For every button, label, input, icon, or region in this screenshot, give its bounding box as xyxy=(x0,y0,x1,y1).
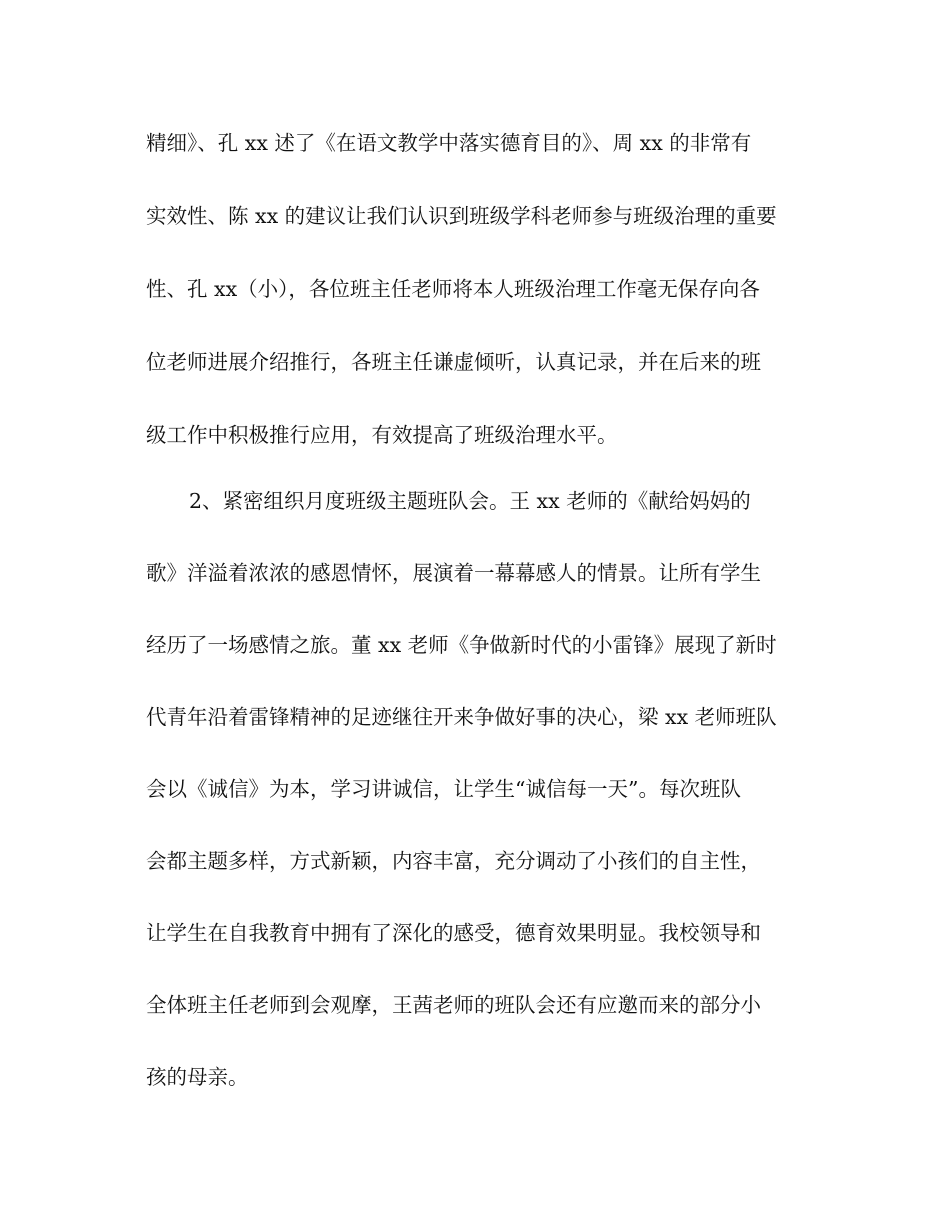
paragraph-1-line-4: 位老师进展介绍推行，各班主任谦虚倾听，认真记录，并在后来的班 xyxy=(146,350,761,374)
paragraph-2-line-6: 会都主题多样，方式新颖，内容丰富，充分调动了小孩们的自主性， xyxy=(146,849,761,873)
paragraph-2-line-4: 代青年沿着雷锋精神的足迹继往开来争做好事的决心，梁 xx 老师班队 xyxy=(146,705,777,729)
paragraph-2-line-1: 2、紧密组织月度班级主题班队会。王 xx 老师的《献给妈妈的 xyxy=(189,489,751,513)
paragraph-2-line-8: 全体班主任老师到会观摩，王茜老师的班队会还有应邀而来的部分小 xyxy=(146,993,761,1017)
paragraph-1-line-3: 性、孔 xx（小），各位班主任老师将本人班级治理工作毫无保存向各 xyxy=(146,277,760,301)
paragraph-1-line-2: 实效性、陈 xx 的建议让我们认识到班级学科老师参与班级治理的重要 xyxy=(146,204,777,228)
paragraph-1-line-5: 级工作中积极推行应用，有效提高了班级治理水平。 xyxy=(146,423,618,447)
paragraph-2-line-9: 孩的母亲。 xyxy=(146,1065,249,1089)
paragraph-2-line-7: 让学生在自我教育中拥有了深化的感受，德育效果明显。我校领导和 xyxy=(146,921,761,945)
paragraph-2-line-5: 会以《诚信》为本，学习讲诚信，让学生“诚信每一天”。每次班队 xyxy=(146,777,741,801)
paragraph-2-line-2: 歌》洋溢着浓浓的感恩情怀，展演着一幕幕感人的情景。让所有学生 xyxy=(146,561,761,585)
paragraph-1-line-1: 精细》、孔 xx 述了《在语文教学中落实德育目的》、周 xx 的非常有 xyxy=(146,131,752,155)
paragraph-2-line-3: 经历了一场感情之旅。董 xx 老师《争做新时代的小雷锋》展现了新时 xyxy=(146,633,777,657)
